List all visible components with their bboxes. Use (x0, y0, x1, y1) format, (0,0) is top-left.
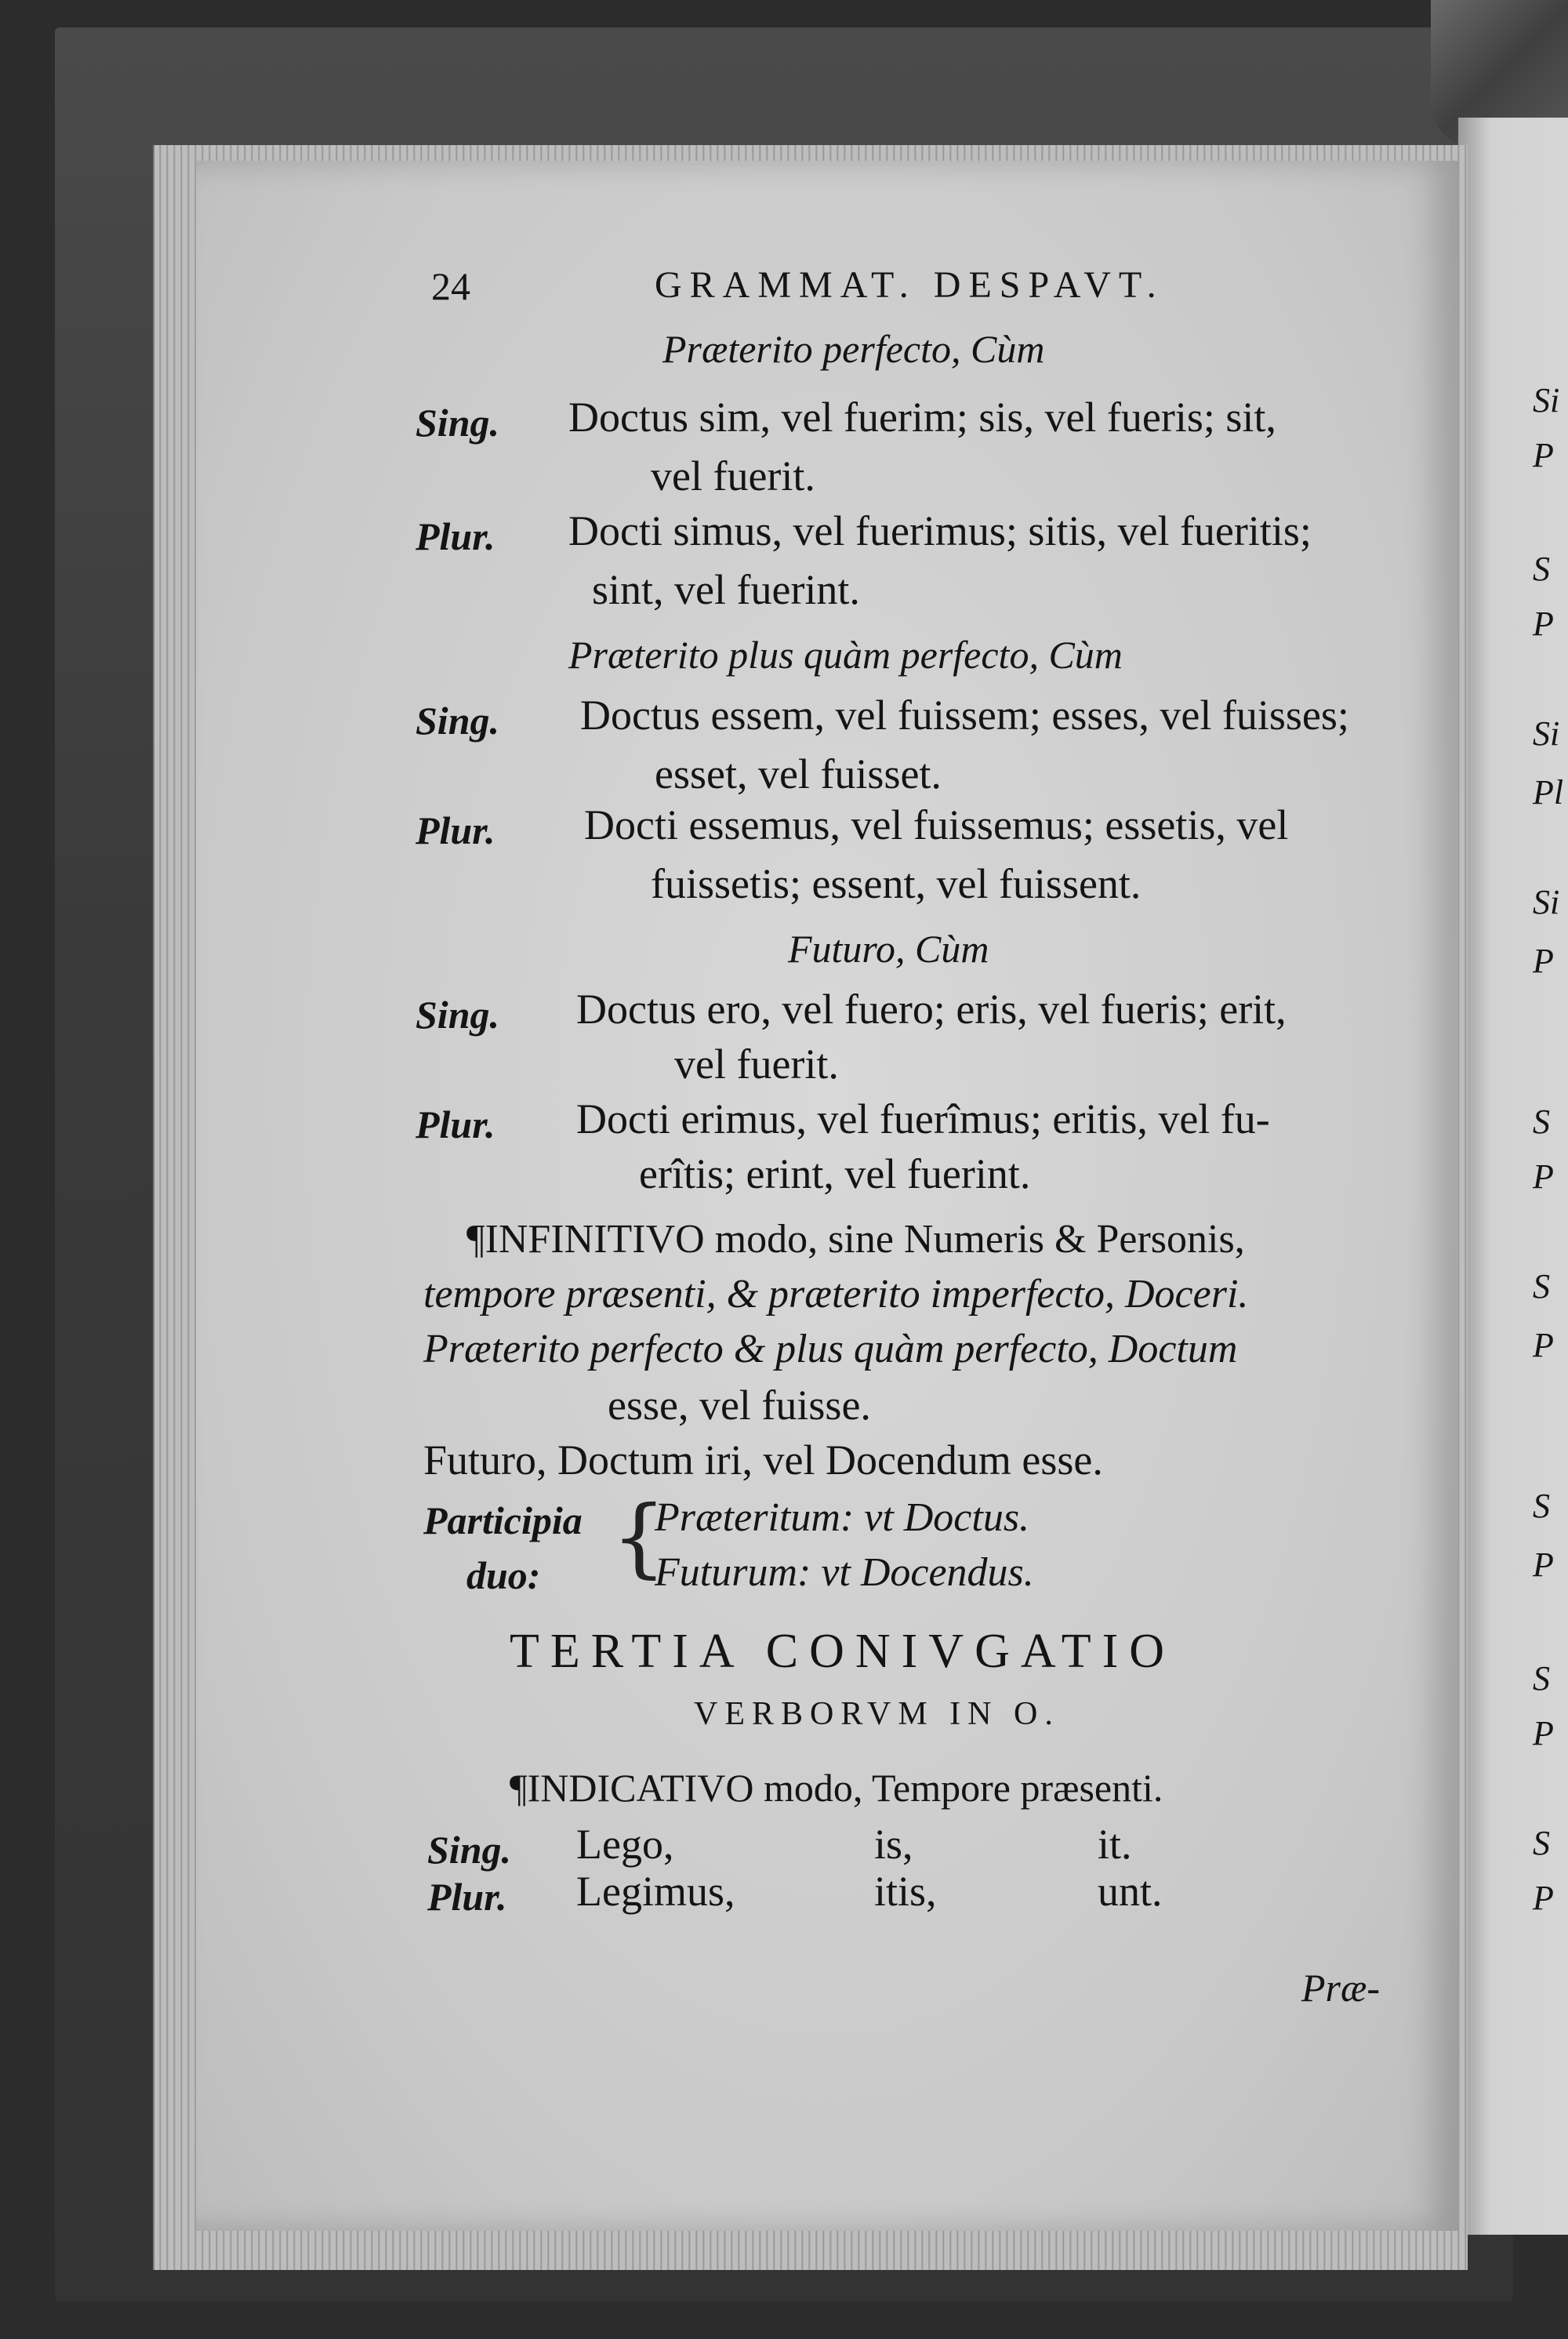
section-heading: Præterito plus quàm perfecto, Cùm (568, 633, 1123, 677)
paradigm-cell: unt. (1098, 1868, 1163, 1915)
facing-page-fragment: S (1533, 1102, 1550, 1141)
participle-item: Præteritum: vt Doctus. (655, 1495, 1030, 1540)
participles-label: duo: (466, 1553, 541, 1597)
row-label: Plur. (416, 1102, 495, 1146)
facing-page-fragment: S (1533, 550, 1550, 588)
facing-page-fragment: P (1533, 1545, 1554, 1584)
conjugation-subtitle: VERBORVM IN O. (694, 1696, 1060, 1732)
infinitive-line: esse, vel fuisse. (608, 1382, 871, 1429)
row-label: Plur. (427, 1875, 507, 1919)
facing-page-fragment: P (1533, 1157, 1554, 1196)
facing-page-fragment: S (1533, 1824, 1550, 1862)
conjugation-line: Doctus essem, vel fuissem; esses, vel fuisses; (580, 692, 1349, 739)
section-heading: Præterito perfecto, Cùm (662, 327, 1045, 371)
infinitive-line: Futuro, Doctum iri, vel Docendum esse. (423, 1436, 1103, 1484)
conjugation-line: fuissetis; essent, vel fuissent. (651, 860, 1142, 907)
facing-page-fragment: P (1533, 605, 1554, 643)
facing-page-fragment: P (1533, 1326, 1554, 1364)
row-label: Sing. (416, 401, 500, 445)
row-label: Plur. (416, 808, 495, 852)
conjugation-line: vel fuerit. (674, 1041, 839, 1088)
facing-page-fragment: P (1533, 1714, 1554, 1752)
curly-brace-icon: { (612, 1487, 666, 1587)
conjugation-line: esset, vel fuisset. (655, 750, 942, 797)
conjugation-line: Docti essemus, vel fuissemus; essetis, vel (584, 801, 1289, 848)
paradigm-cell: itis, (874, 1868, 937, 1915)
paradigm-cell: it. (1098, 1821, 1132, 1868)
infinitive-line: Præterito perfecto & plus quàm perfecto, Doctum (423, 1327, 1238, 1371)
row-label: Plur. (416, 514, 495, 558)
participles-label: Participia (423, 1498, 583, 1542)
facing-page-fragment: S (1533, 1487, 1550, 1525)
conjugation-title: TERTIA CONIVGATIO (510, 1625, 1176, 1678)
facing-page-fragment: S (1533, 1267, 1550, 1306)
row-label: Sing. (416, 993, 500, 1037)
facing-page-fragment: Si (1533, 883, 1560, 921)
paradigm-cell: is, (874, 1821, 913, 1868)
page-number: 24 (431, 264, 470, 308)
facing-page-fragment: P (1533, 436, 1554, 474)
paradigm-cell: Lego, (576, 1821, 674, 1868)
conjugation-line: erîtis; erint, vel fuerint. (639, 1150, 1031, 1197)
running-head: GRAMMAT. DESPAVT. (655, 264, 1164, 306)
section-heading: Futuro, Cùm (788, 927, 989, 971)
conjugation-line: Docti erimus, vel fuerîmus; eritis, vel fu- (576, 1095, 1270, 1142)
conjugation-line: Doctus ero, vel fuero; eris, vel fueris; erit, (576, 986, 1287, 1033)
indicative-heading: ¶INDICATIVO modo, Tempore præsenti. (510, 1766, 1163, 1810)
facing-page-fragment: Si (1533, 714, 1560, 753)
infinitive-line: tempore præsenti, & præterito imperfecto, Doceri. (423, 1272, 1249, 1317)
facing-page-fragment: S (1533, 1659, 1550, 1698)
catchword: Præ- (1301, 1966, 1380, 2010)
facing-page-fragment: Si (1533, 381, 1560, 419)
paradigm-cell: Legimus, (576, 1868, 735, 1915)
facing-page-fragment: Pl (1533, 773, 1564, 812)
conjugation-line: sint, vel fuerint. (592, 566, 860, 613)
conjugation-line: vel fuerit. (651, 452, 815, 499)
row-label: Sing. (427, 1828, 512, 1872)
row-label: Sing. (416, 699, 500, 743)
participle-item: Futurum: vt Docendus. (655, 1550, 1034, 1595)
conjugation-line: Docti simus, vel fuerimus; sitis, vel fueritis; (568, 507, 1312, 554)
conjugation-line: Doctus sim, vel fuerim; sis, vel fueris; sit, (568, 394, 1276, 441)
facing-page-fragment: P (1533, 1879, 1554, 1917)
infinitive-line: ¶INFINITIVO modo, sine Numeris & Personis, (466, 1217, 1245, 1262)
facing-page-fragment: P (1533, 942, 1554, 980)
